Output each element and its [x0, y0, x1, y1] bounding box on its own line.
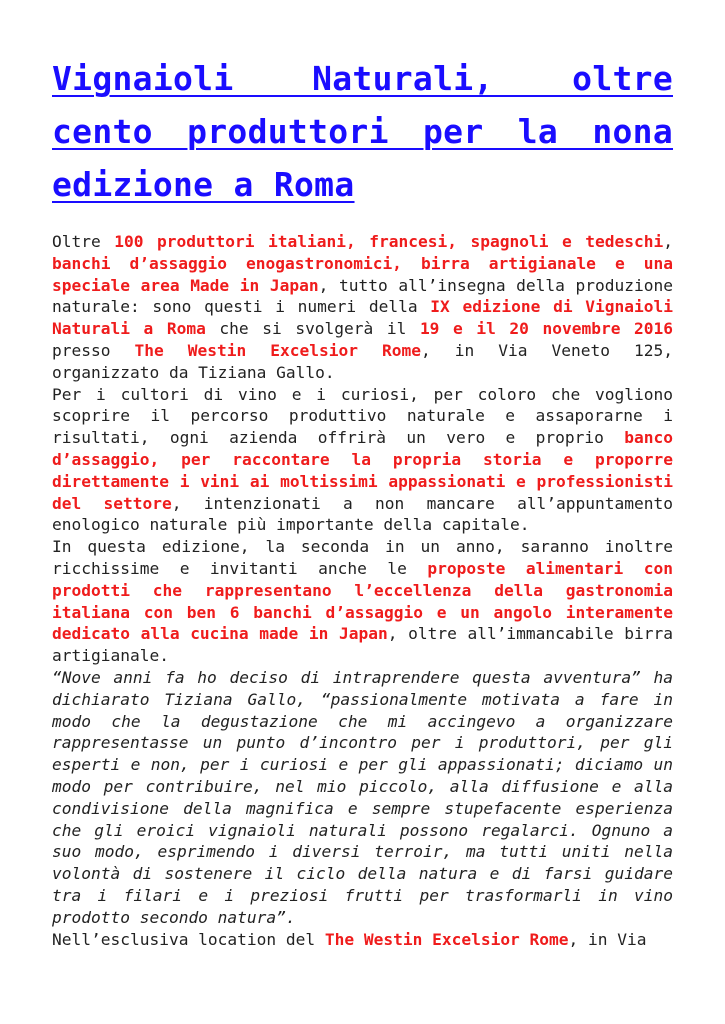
text-run: che si svolgerà il	[205, 319, 420, 339]
paragraph-tasting	[52, 384, 673, 537]
article-title-link[interactable]: Vignaioli Naturali, oltre cento produttori per la nona edizione a Roma	[52, 59, 673, 204]
text-run: Per i cultori di vino e i curiosi, per coloro che vogliono scoprire il percorso produttivo naturale e assaporarne i risultati, ogni azienda offrirà un vero e proprio	[52, 384, 673, 448]
text-run: , in Via Veneto 125, organizzato da Tiziana Gallo.	[52, 340, 673, 382]
highlight-edition: IX edizione di Vignaioli Naturali a Roma	[52, 297, 673, 339]
paragraph-quote: “Nove anni fa ho deciso di intraprendere questa avventura” ha dichiarato Tiziana Gallo, “passionalmente motivata a fare in modo che la degustazione che mi accingevo a organizzare rappresentasse un punto d’incontro per i produttori, per gli esperti e non, per i curiosi e per gli appassionati; diciamo un modo per contribuire, nel mio piccolo, alla diffusione e alla condivisione della magnifica e sempre stupefacente esperienza che gli eroici vignaioli naturali possono regalarci. Ognuno a suo modo, esprimendo i diversi terroir, ma tutti uniti nella volontà di sostenere il ciclo della natura e di farsi guidare tra i filari e i preziosi frutti per trasformarli in vino prodotto secondo natura”.	[52, 667, 673, 927]
highlight-venue-2: The Westin Excelsior Rome	[324, 929, 569, 949]
article-body	[52, 231, 673, 950]
text-run: , intenzionati a non mancare all’appuntamento enologico naturale più importante della capitale.	[52, 493, 674, 535]
text-run: Oltre	[52, 232, 115, 251]
text-run: Nell’esclusiva location del	[52, 929, 325, 949]
highlight-tasting-stands: banchi d’assaggio enogastronomici, birra artigianale e una speciale area Made in Japan	[52, 253, 673, 295]
highlight-producers: 100 produttori italiani, francesi, spagnoli e tedeschi	[114, 232, 664, 251]
highlight-dates: 19 e il 20 novembre 2016	[419, 319, 673, 339]
text-run: , tutto all’insegna della produzione naturale: sono questi i numeri della	[52, 275, 673, 317]
text-run: ,	[663, 232, 673, 251]
paragraph-intro	[52, 231, 673, 384]
text-run: In questa edizione, la seconda in un anno, saranno inoltre ricchissime e invitanti anche le	[52, 537, 673, 578]
text-run: , in Via	[568, 929, 647, 949]
paragraph-location	[52, 929, 673, 951]
paragraph-food	[52, 536, 673, 667]
highlight-food-proposals: proposte alimentari con prodotti che rappresentano l’eccellenza della gastronomia italiana con ben 6 banchi d’assaggio e un angolo interamente dedicato alla cucina made in Japan	[52, 558, 674, 644]
article	[52, 52, 673, 950]
text-run: presso	[52, 340, 135, 360]
highlight-banco: banco d’assaggio, per raccontare la propria storia e proporre direttamente i vini ai moltissimi appassionati e professionisti del settore	[52, 428, 673, 513]
text-run: , oltre all’immancabile birra artigianale.	[52, 624, 673, 666]
highlight-venue: The Westin Excelsior Rome	[134, 340, 421, 360]
